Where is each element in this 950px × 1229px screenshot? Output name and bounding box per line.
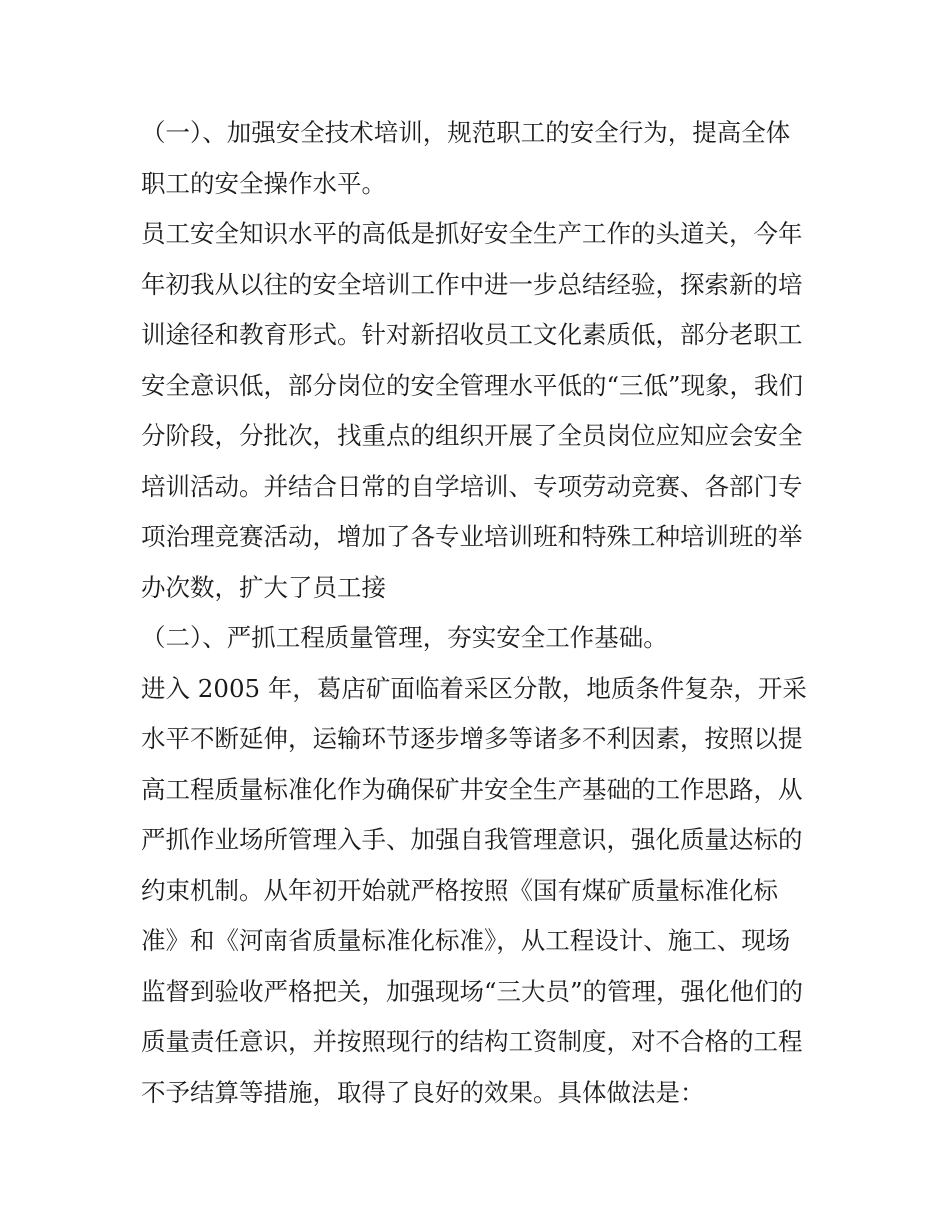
section-heading-1-line-2: 职工的安全操作水平。 xyxy=(141,168,386,198)
paragraph-2-line-6: 准》和《河南省质量标准化标准》，从工程设计、施工、现场 xyxy=(141,926,791,955)
paragraph-2-line-1: 进入 2005 年，葛店矿面临着采区分散，地质条件复杂，开采 xyxy=(141,673,807,703)
section-heading-1-line-1: （一）、加强安全技术培训，规范职工的安全行为，提高全体 xyxy=(141,118,791,147)
paragraph-2-line-8: 质量责任意识，并按照现行的结构工资制度，对不合格的工程 xyxy=(141,1027,803,1056)
paragraph-2-line-3: 高工程质量标准化作为确保矿井安全生产基础的工作思路，从 xyxy=(141,774,803,804)
paragraph-2-line-2: 水平不断延伸，运输环节逐步增多等诸多不利因素，按照以提 xyxy=(141,724,803,753)
paragraph-1-line-4: 安全意识低，部分岗位的安全管理水平低的“三低”现象，我们 xyxy=(141,370,804,400)
section-heading-2: （二）、严抓工程质量管理，夯实安全工作基础。 xyxy=(141,623,668,652)
paragraph-1-line-7: 项治理竞赛活动，增加了各专业培训班和特殊工种培训班的举 xyxy=(141,522,803,551)
paragraph-1-line-6: 培训活动。并结合日常的自学培训、专项劳动竞赛、各部门专 xyxy=(141,471,803,501)
paragraph-2-line-9: 不予结算等措施，取得了良好的效果。具体做法是： xyxy=(141,1077,705,1107)
paragraph-1-line-2: 年初我从以往的安全培训工作中进一步总结经验，探索新的培 xyxy=(141,269,803,299)
paragraph-1-line-5: 分阶段，分批次，找重点的组织开展了全员岗位应知应会安全 xyxy=(141,421,803,450)
paragraph-2-line-5: 约束机制。从年初开始就严格按照《国有煤矿质量标准化标 xyxy=(141,875,778,905)
paragraph-1-line-3: 训途径和教育形式。针对新招收员工文化素质低，部分老职工 xyxy=(141,320,803,349)
paragraph-2-line-4: 严抓作业场所管理入手、加强自我管理意识，强化质量达标的 xyxy=(141,825,803,854)
paragraph-2-line-7: 监督到验收严格把关，加强现场“三大员”的管理，强化他们的 xyxy=(141,976,804,1006)
document-body xyxy=(141,108,821,1118)
paragraph-1-line-8: 办次数，扩大了员工接 xyxy=(141,572,386,602)
paragraph-1-line-1: 员工安全知识水平的高低是抓好安全生产工作的头道关，今年 xyxy=(141,219,803,248)
